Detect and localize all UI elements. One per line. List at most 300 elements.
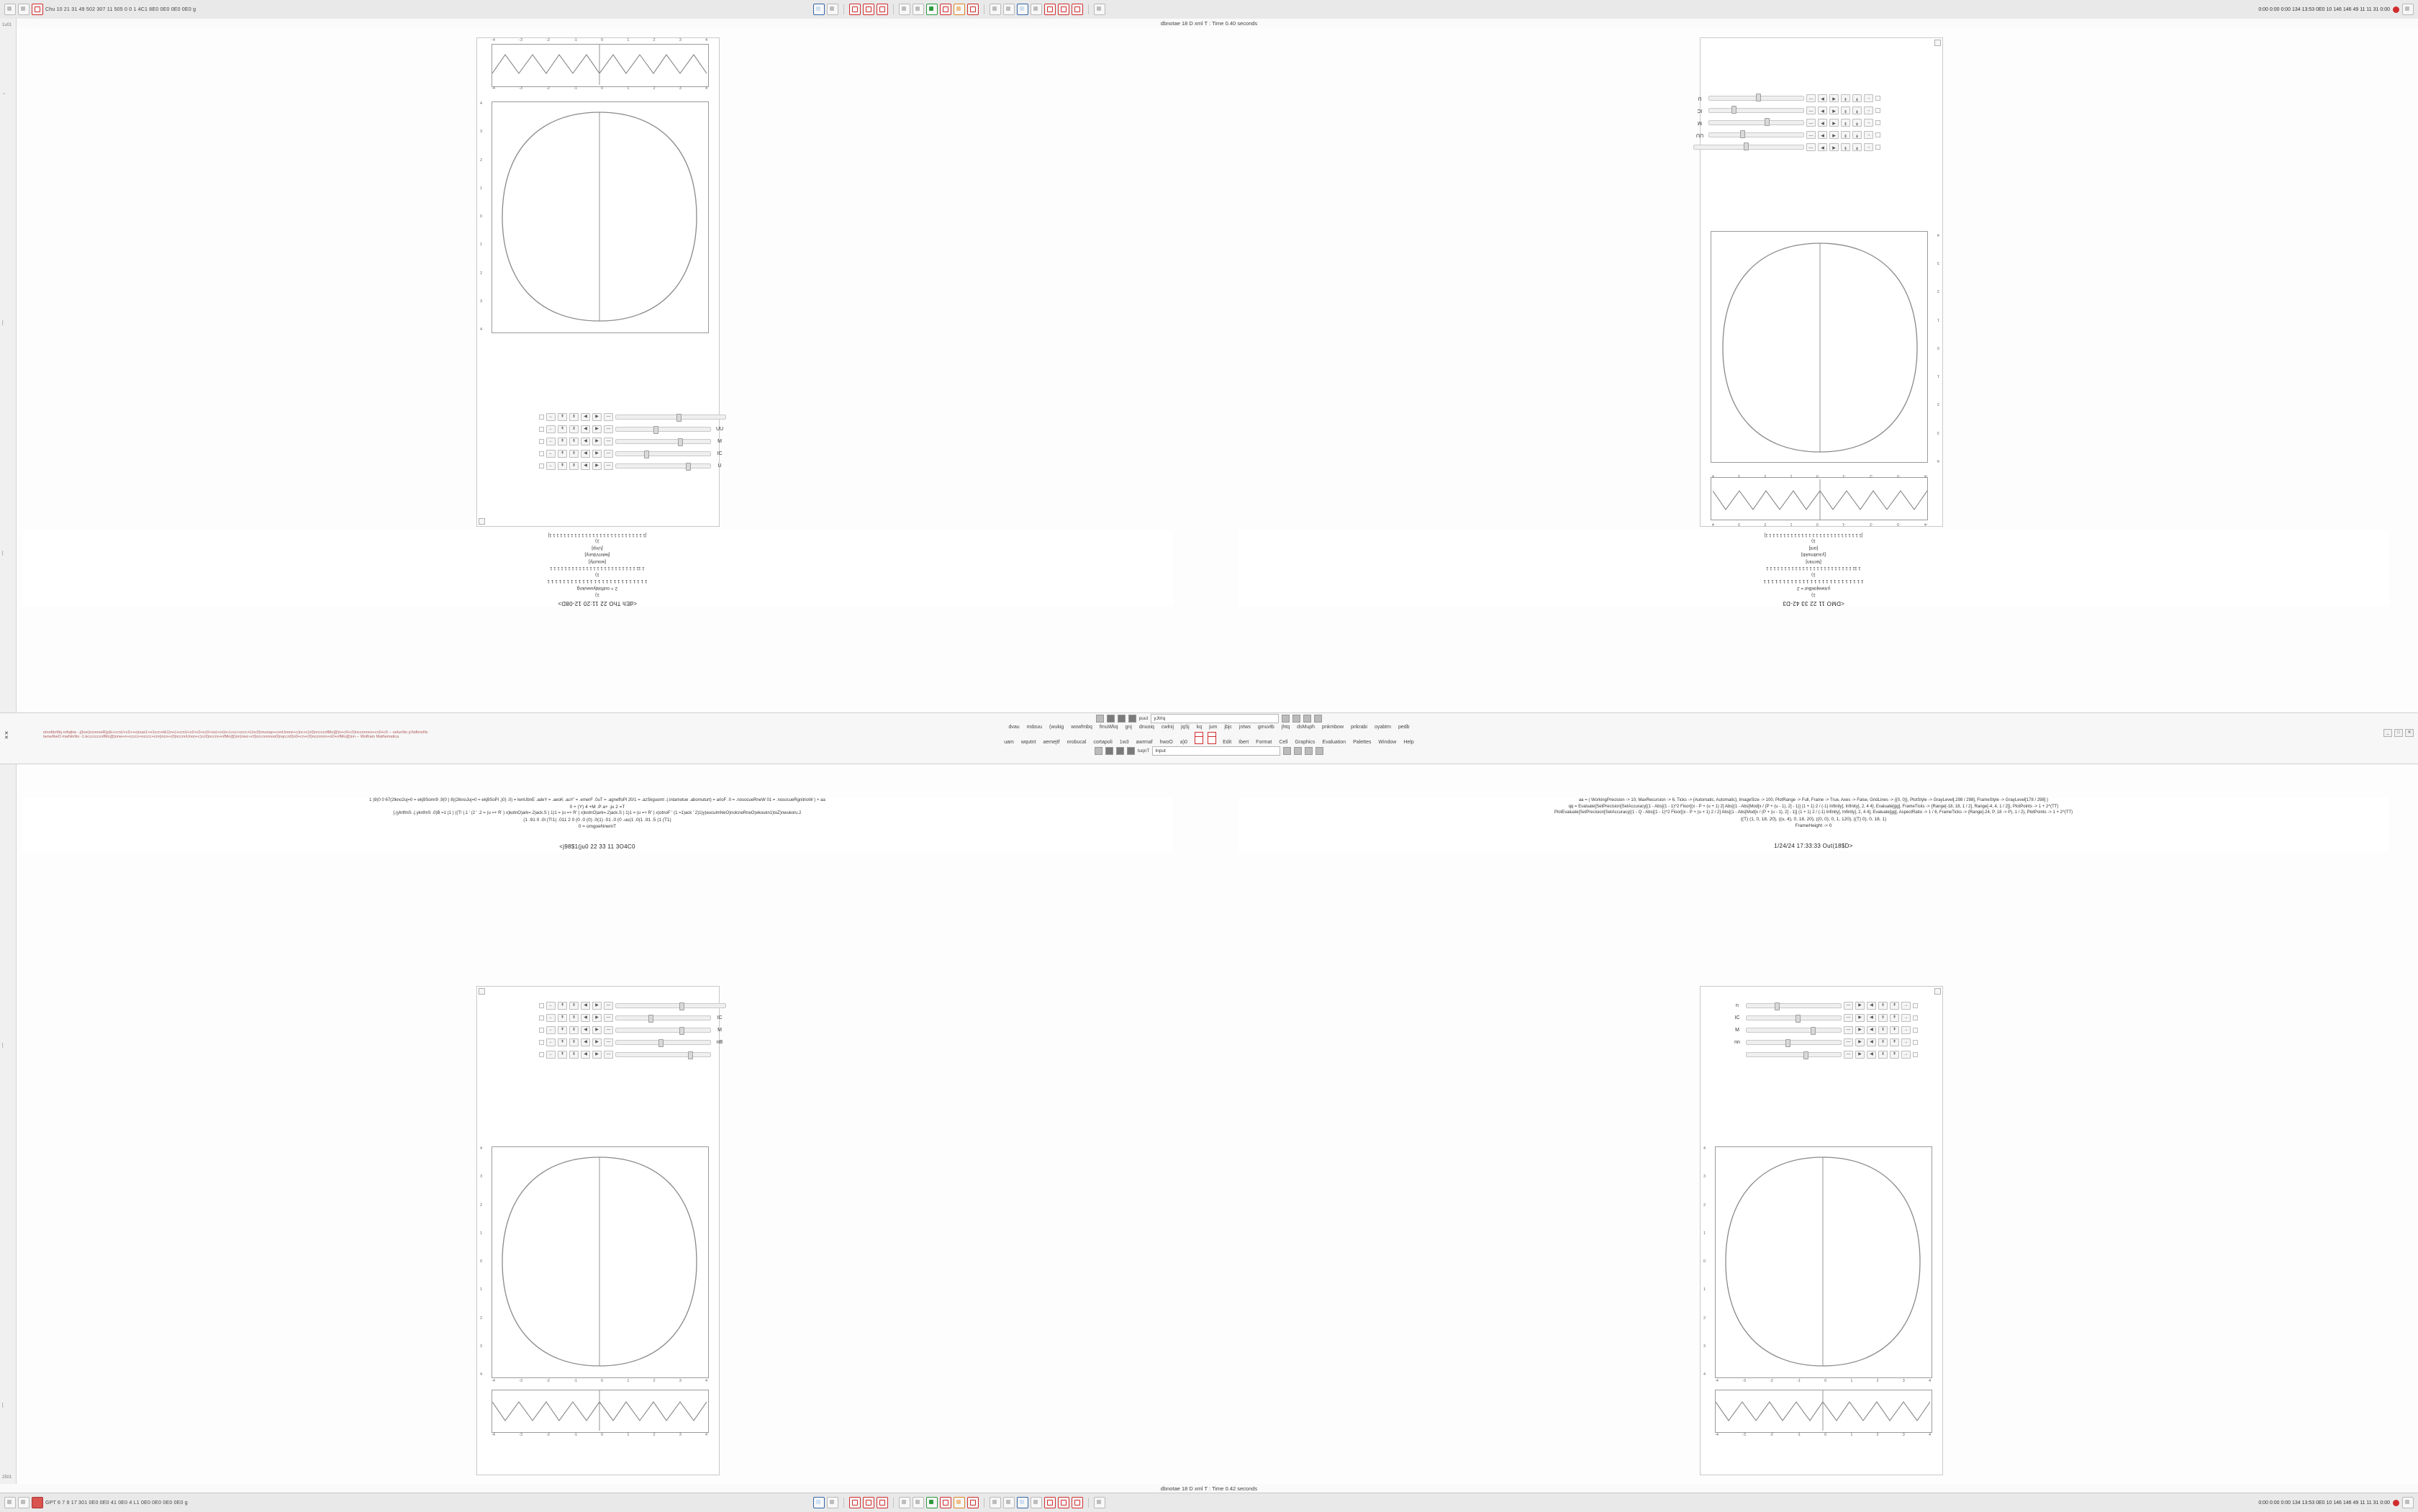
slider-thumb[interactable]	[1811, 1027, 1816, 1035]
slider-row[interactable]	[539, 1000, 726, 1012]
toolbar-left-group[interactable]	[0, 4, 196, 15]
slider-track[interactable]	[615, 1003, 726, 1008]
plot-card-bottom-right[interactable]	[1700, 986, 1943, 1475]
slider-step-down-button[interactable]: ⇟	[569, 413, 579, 421]
warning-icon[interactable]	[954, 4, 965, 15]
abort-icon[interactable]	[877, 1497, 888, 1508]
slider-prev-button[interactable]: ◀	[1867, 1014, 1876, 1022]
cell-bracket-icon[interactable]	[1283, 747, 1291, 755]
slider-minus-button[interactable]: —	[1806, 131, 1816, 139]
reset-icon[interactable]	[1072, 1497, 1083, 1508]
menu-item[interactable]: wqutnt	[1020, 740, 1036, 745]
slider-row[interactable]	[1731, 1012, 1918, 1024]
slider-play-button[interactable]: ▶	[592, 1002, 602, 1010]
stop-icon[interactable]	[32, 4, 43, 15]
slider-track[interactable]	[1746, 1003, 1842, 1008]
slider-thumb[interactable]	[686, 463, 691, 471]
menu-item[interactable]: awrmaf	[1136, 740, 1153, 745]
bottom-toolbar-center-group[interactable]	[813, 1497, 1105, 1508]
slider-reset-button[interactable]: ←	[1864, 143, 1873, 151]
slider-play-button[interactable]: ▶	[1855, 1002, 1865, 1010]
slider-thumb[interactable]	[679, 1027, 684, 1035]
cell-bracket-icon[interactable]	[1118, 715, 1126, 723]
kernel-quit-icon[interactable]	[940, 4, 951, 15]
input-field-bottom[interactable]: Input	[1152, 746, 1280, 756]
slider-step-up-button[interactable]: ⇞	[558, 425, 567, 433]
slider-reset-button[interactable]: ←	[1864, 107, 1873, 114]
menu-item[interactable]: Evaluation	[1322, 740, 1346, 745]
slider-thumb[interactable]	[653, 426, 658, 434]
bottom-toolbar-left-group[interactable]	[0, 1497, 188, 1508]
slider-step-up-button[interactable]: ⇞	[558, 450, 567, 458]
help-icon[interactable]	[1094, 4, 1105, 15]
new-document-icon[interactable]	[4, 1497, 16, 1508]
slider-track[interactable]	[1708, 108, 1804, 113]
slider-track[interactable]	[615, 1015, 711, 1020]
menu-item[interactable]: dsMuph	[1297, 725, 1316, 730]
slider-thumb[interactable]	[1744, 142, 1749, 150]
cell-bracket-icon[interactable]	[1127, 747, 1135, 755]
slider-thumb[interactable]	[1731, 106, 1736, 114]
menu-item[interactable]: Format	[1256, 740, 1272, 745]
slider-play-button[interactable]: ▶	[1855, 1051, 1865, 1059]
new-document-icon[interactable]	[4, 4, 16, 15]
slider-thumb[interactable]	[1740, 130, 1745, 138]
slider-step-up-button[interactable]: ⇞	[558, 462, 567, 470]
cell-bracket-icon[interactable]	[1096, 715, 1104, 723]
open-document-icon[interactable]	[18, 4, 30, 15]
left-rail-top[interactable]: 1u01 ⌄ [ [	[0, 19, 17, 720]
slider-prev-button[interactable]: ◀	[581, 462, 590, 470]
slider-minus-button[interactable]: —	[1844, 1002, 1853, 1010]
slider-step-down-button[interactable]: ⇟	[569, 1026, 579, 1034]
minimize-button[interactable]: _	[2383, 729, 2392, 737]
resize-handle[interactable]	[479, 518, 485, 525]
slider-reset-button[interactable]: ←	[546, 1026, 556, 1034]
menu-item[interactable]: Cell	[1279, 740, 1288, 745]
slider-step-down-button[interactable]: ⇟	[569, 1038, 579, 1046]
slider-thumb[interactable]	[644, 451, 649, 458]
cell-bracket-icon[interactable]	[1292, 715, 1300, 723]
print-icon[interactable]	[827, 4, 838, 15]
slider-step-up-button[interactable]: ⇞	[558, 1014, 567, 1022]
slider-step-down-button[interactable]: ⇟	[569, 1051, 579, 1059]
zoom-out-icon[interactable]	[1003, 1497, 1015, 1508]
slider-stack-bottom-left[interactable]	[539, 1000, 726, 1061]
slider-step-up-button[interactable]: ⇞	[1890, 1014, 1899, 1022]
slider-prev-button[interactable]: ◀	[1829, 131, 1839, 139]
menu-item[interactable]: pnkrabi	[1351, 725, 1367, 730]
menu-item[interactable]: jhtq	[1281, 725, 1290, 730]
resize-handle[interactable]	[1934, 40, 1941, 46]
slider-play-button[interactable]: ▶	[1818, 143, 1827, 151]
bottom-toolbar-right-group[interactable]	[2258, 1497, 2414, 1508]
resize-handle[interactable]	[1934, 988, 1941, 995]
slider-play-button[interactable]: ▶	[592, 1026, 602, 1034]
slider-minus-button[interactable]: —	[604, 1002, 613, 1010]
close-button[interactable]: ✕	[2405, 729, 2414, 737]
slider-minus-button[interactable]: —	[604, 425, 613, 433]
slider-thumb[interactable]	[1785, 1039, 1790, 1047]
slider-thumb[interactable]	[1765, 118, 1770, 126]
slider-thumb[interactable]	[679, 1002, 684, 1010]
slider-minus-button[interactable]: —	[1844, 1026, 1853, 1034]
stop-icon[interactable]	[32, 1497, 43, 1508]
error-marker-3[interactable]	[1195, 735, 1203, 748]
slider-step-down-button[interactable]: ⇟	[1878, 1038, 1888, 1046]
menu-item[interactable]: Ibert	[1239, 740, 1249, 745]
zoom-in-icon[interactable]	[990, 4, 1001, 15]
slider-thumb[interactable]	[676, 414, 682, 422]
slider-step-up-button[interactable]: ⇞	[1852, 119, 1862, 127]
slider-prev-button[interactable]: ◀	[581, 1002, 590, 1010]
cell-bracket-icon[interactable]	[1316, 747, 1323, 755]
slider-row[interactable]	[539, 423, 726, 435]
slider-minus-button[interactable]: —	[1806, 143, 1816, 151]
redo-icon[interactable]	[913, 4, 924, 15]
redo-icon[interactable]	[913, 1497, 924, 1508]
cell-bracket-icon[interactable]	[1294, 747, 1302, 755]
slider-step-down-button[interactable]: ⇟	[1841, 119, 1850, 127]
slider-thumb[interactable]	[1803, 1051, 1808, 1059]
slider-reset-button[interactable]: ←	[546, 462, 556, 470]
menu-item[interactable]: gmuvtb	[1257, 725, 1274, 730]
slider-row[interactable]	[539, 460, 726, 472]
slider-minus-button[interactable]: —	[604, 1051, 613, 1059]
slider-prev-button[interactable]: ◀	[581, 413, 590, 421]
slider-row[interactable]	[539, 1024, 726, 1036]
menu-item[interactable]: jum	[1209, 725, 1218, 730]
cell-bracket-icon[interactable]	[1314, 715, 1322, 723]
slider-row[interactable]	[1693, 104, 1880, 117]
menu-item[interactable]: cwlnij	[1161, 725, 1174, 730]
slider-thumb[interactable]	[688, 1051, 693, 1059]
menu-item[interactable]: (wukig	[1049, 725, 1064, 730]
slider-play-button[interactable]: ▶	[592, 450, 602, 458]
slider-row[interactable]	[1731, 1024, 1918, 1036]
menu-item[interactable]: fmuWkq	[1099, 725, 1118, 730]
menu-item[interactable]: Help	[1403, 740, 1414, 745]
slider-track[interactable]	[615, 451, 711, 456]
slider-minus-button[interactable]: —	[604, 413, 613, 421]
slider-step-up-button[interactable]: ⇞	[1852, 107, 1862, 114]
slider-step-down-button[interactable]: ⇟	[569, 438, 579, 445]
slider-step-up-button[interactable]: ⇞	[1852, 143, 1862, 151]
menu-item[interactable]: Graphics	[1295, 740, 1316, 745]
undo-icon[interactable]	[899, 4, 910, 15]
slider-row[interactable]	[1731, 1036, 1918, 1049]
save-icon[interactable]	[813, 4, 825, 15]
menu-item[interactable]: Window	[1378, 740, 1397, 745]
top-toolbar[interactable]	[0, 0, 2418, 19]
slider-row[interactable]	[539, 448, 726, 460]
slider-row[interactable]	[1731, 1049, 1918, 1061]
slider-track[interactable]	[615, 1028, 711, 1033]
slider-row[interactable]	[1693, 92, 1880, 104]
slider-thumb[interactable]	[678, 438, 683, 446]
slider-reset-button[interactable]: →	[1901, 1051, 1911, 1059]
stop-record-icon[interactable]	[863, 1497, 874, 1508]
menu-item[interactable]: Palettes	[1353, 740, 1372, 745]
slider-step-up-button[interactable]: ⇞	[1852, 94, 1862, 102]
slider-prev-button[interactable]: ◀	[1867, 1002, 1876, 1010]
slider-minus-button[interactable]: —	[604, 1014, 613, 1022]
menu-bar-top[interactable]	[0, 724, 2418, 730]
slider-reset-button[interactable]: ←	[546, 450, 556, 458]
slider-reset-button[interactable]: →	[1901, 1002, 1911, 1010]
help-icon[interactable]	[1094, 1497, 1105, 1508]
slider-row[interactable]	[539, 1049, 726, 1061]
run-icon[interactable]	[926, 1497, 938, 1508]
slider-step-down-button[interactable]: ⇟	[569, 1002, 579, 1010]
undo-icon[interactable]	[899, 1497, 910, 1508]
slider-step-up-button[interactable]: ⇞	[1890, 1038, 1899, 1046]
warning-icon[interactable]	[954, 1497, 965, 1508]
cell-bracket-icon[interactable]	[1303, 715, 1311, 723]
menu-item[interactable]: Edit	[1223, 740, 1232, 745]
slider-track[interactable]	[1708, 132, 1804, 137]
slider-track[interactable]	[1708, 96, 1804, 101]
slider-play-button[interactable]: ▶	[592, 1014, 602, 1022]
menu-item[interactable]: hwoO	[1159, 740, 1173, 745]
slider-reset-button[interactable]: ←	[546, 1014, 556, 1022]
open-document-icon[interactable]	[18, 1497, 30, 1508]
slider-step-down-button[interactable]: ⇟	[1841, 131, 1850, 139]
menu-item[interactable]: oyabtm	[1374, 725, 1391, 730]
slider-reset-button[interactable]: →	[1901, 1026, 1911, 1034]
slider-row[interactable]	[1693, 117, 1880, 129]
slider-track[interactable]	[615, 1040, 711, 1045]
maximize-button[interactable]: □	[2394, 729, 2403, 737]
slider-track[interactable]	[1708, 120, 1804, 125]
input-field-top[interactable]: yJtrIq	[1151, 714, 1279, 723]
slider-reset-button[interactable]: ←	[1864, 94, 1873, 102]
cell-bracket-icon[interactable]	[1282, 715, 1290, 723]
slider-track[interactable]	[1693, 145, 1804, 150]
slider-play-button[interactable]: ▶	[592, 438, 602, 445]
slider-prev-button[interactable]: ◀	[1867, 1051, 1876, 1059]
slider-step-down-button[interactable]: ⇟	[1841, 107, 1850, 114]
tray-icon[interactable]	[2402, 1497, 2414, 1508]
slider-track[interactable]	[1746, 1040, 1842, 1045]
slider-track[interactable]	[1746, 1052, 1842, 1057]
slider-step-down-button[interactable]: ⇟	[569, 462, 579, 470]
menu-item[interactable]: gnj	[1125, 725, 1132, 730]
tray-icon[interactable]	[2402, 4, 2414, 15]
slider-step-down-button[interactable]: ⇟	[1878, 1002, 1888, 1010]
slider-step-up-button[interactable]: ⇞	[1890, 1026, 1899, 1034]
slider-reset-button[interactable]: ←	[1864, 131, 1873, 139]
close-row-icon[interactable]: ✕	[4, 731, 9, 736]
slider-minus-button[interactable]: —	[1806, 94, 1816, 102]
slider-reset-button[interactable]: ←	[546, 438, 556, 445]
clear-icon[interactable]	[1058, 1497, 1069, 1508]
menu-item[interactable]: pedb	[1398, 725, 1410, 730]
menu-item[interactable]: cortapoli	[1093, 740, 1113, 745]
palette-icon[interactable]	[1017, 1497, 1028, 1508]
slider-step-up-button[interactable]: ⇞	[1890, 1051, 1899, 1059]
cell-bracket-icon[interactable]	[1128, 715, 1136, 723]
slider-step-up-button[interactable]: ⇞	[558, 1026, 567, 1034]
slider-prev-button[interactable]: ◀	[1829, 107, 1839, 114]
cell-bracket-icon[interactable]	[1095, 747, 1102, 755]
delete-icon[interactable]	[967, 4, 979, 15]
slider-prev-button[interactable]: ◀	[581, 1051, 590, 1059]
slider-prev-button[interactable]: ◀	[581, 438, 590, 445]
cell-bracket-icon[interactable]	[1116, 747, 1124, 755]
slider-row[interactable]	[539, 435, 726, 448]
record-icon[interactable]	[849, 1497, 861, 1508]
slider-play-button[interactable]: ▶	[1855, 1038, 1865, 1046]
record-icon[interactable]	[849, 4, 861, 15]
slider-step-down-button[interactable]: ⇟	[1878, 1014, 1888, 1022]
slider-reset-button[interactable]: ←	[1864, 119, 1873, 127]
menu-item[interactable]: pnkmbow	[1322, 725, 1344, 730]
slider-prev-button[interactable]: ◀	[581, 450, 590, 458]
slider-minus-button[interactable]: —	[1806, 119, 1816, 127]
slider-step-down-button[interactable]: ⇟	[1878, 1051, 1888, 1059]
slider-prev-button[interactable]: ◀	[1829, 143, 1839, 151]
slider-prev-button[interactable]: ◀	[1829, 94, 1839, 102]
slider-step-up-button[interactable]: ⇞	[558, 438, 567, 445]
slider-reset-button[interactable]: ←	[546, 1051, 556, 1059]
zoom-out-icon[interactable]	[1003, 4, 1015, 15]
grid-icon[interactable]	[1031, 4, 1042, 15]
slider-step-down-button[interactable]: ⇟	[569, 1014, 579, 1022]
slider-step-up-button[interactable]: ⇞	[1852, 131, 1862, 139]
slider-track[interactable]	[615, 427, 711, 432]
slider-minus-button[interactable]: —	[604, 1026, 613, 1034]
slider-minus-button[interactable]: —	[604, 462, 613, 470]
slider-track[interactable]	[615, 439, 711, 444]
menu-item[interactable]: dvau	[1008, 725, 1020, 730]
toolbar-center-group[interactable]	[813, 4, 1105, 15]
slider-prev-button[interactable]: ◀	[1829, 119, 1839, 127]
slider-thumb[interactable]	[658, 1039, 664, 1047]
menu-item[interactable]: 1w3	[1119, 740, 1129, 745]
left-rail-bottom[interactable]: [ [ 2501	[0, 756, 17, 1484]
delete-icon[interactable]	[967, 1497, 979, 1508]
bottom-toolbar[interactable]	[0, 1493, 2418, 1512]
menu-item[interactable]: jqSj	[1181, 725, 1190, 730]
slider-reset-button[interactable]: ←	[546, 413, 556, 421]
slider-minus-button[interactable]: —	[604, 438, 613, 445]
abort-icon[interactable]	[877, 4, 888, 15]
slider-play-button[interactable]: ▶	[1818, 94, 1827, 102]
slider-step-up-button[interactable]: ⇞	[558, 1002, 567, 1010]
slider-play-button[interactable]: ▶	[592, 1038, 602, 1046]
slider-step-up-button[interactable]: ⇞	[558, 1051, 567, 1059]
slider-reset-button[interactable]: →	[1901, 1038, 1911, 1046]
cell-bracket-icon[interactable]	[1305, 747, 1313, 755]
save-icon[interactable]	[813, 1497, 825, 1508]
slider-play-button[interactable]: ▶	[1818, 107, 1827, 114]
slider-step-up-button[interactable]: ⇞	[1890, 1002, 1899, 1010]
grid-icon[interactable]	[1031, 1497, 1042, 1508]
slider-track[interactable]	[615, 463, 711, 468]
center-console[interactable]	[0, 712, 2418, 764]
slider-step-up-button[interactable]: ⇞	[558, 1038, 567, 1046]
slider-step-down-button[interactable]: ⇟	[569, 450, 579, 458]
slider-play-button[interactable]: ▶	[592, 425, 602, 433]
slider-step-down-button[interactable]: ⇟	[1841, 94, 1850, 102]
close-row-icon-2[interactable]: ✕	[4, 735, 9, 741]
slider-play-button[interactable]: ▶	[592, 1051, 602, 1059]
slider-row[interactable]	[539, 1036, 726, 1049]
menu-item[interactable]: kq	[1196, 725, 1203, 730]
error-marker-4[interactable]	[1208, 735, 1216, 748]
menu-item[interactable]: jbjc	[1224, 725, 1232, 730]
plot-card-top-right[interactable]	[1695, 37, 1943, 527]
plot-card-top-left[interactable]	[476, 37, 724, 527]
slider-play-button[interactable]: ▶	[1855, 1014, 1865, 1022]
clear-icon[interactable]	[1058, 4, 1069, 15]
slider-row[interactable]	[539, 1012, 726, 1024]
slider-play-button[interactable]: ▶	[592, 413, 602, 421]
menu-item[interactable]: uam	[1004, 740, 1014, 745]
slider-track[interactable]	[1746, 1015, 1842, 1020]
print-icon[interactable]	[827, 1497, 838, 1508]
kernel-quit-icon[interactable]	[940, 1497, 951, 1508]
slider-minus-button[interactable]: —	[604, 450, 613, 458]
slider-minus-button[interactable]: —	[1844, 1051, 1853, 1059]
menu-item[interactable]: nrobucal	[1067, 740, 1087, 745]
slider-stack-bottom-right[interactable]	[1731, 1000, 1918, 1061]
zoom-in-icon[interactable]	[990, 1497, 1001, 1508]
slider-stack-top-right[interactable]	[1693, 92, 1880, 153]
slider-reset-button[interactable]: ←	[546, 1002, 556, 1010]
slider-track[interactable]	[615, 415, 726, 420]
slider-track[interactable]	[615, 1052, 711, 1057]
palette-icon[interactable]	[1017, 4, 1028, 15]
slider-thumb[interactable]	[1756, 94, 1761, 101]
slider-minus-button[interactable]: —	[1806, 107, 1816, 114]
slider-row[interactable]	[1693, 129, 1880, 141]
slider-stack-top-left[interactable]	[539, 411, 726, 472]
menu-item[interactable]: dnuoiq	[1138, 725, 1154, 730]
run-icon[interactable]	[926, 4, 938, 15]
slider-row[interactable]	[539, 411, 726, 423]
menu-item[interactable]: jntws	[1239, 725, 1251, 730]
close-tab-icon[interactable]	[1044, 4, 1056, 15]
slider-track[interactable]	[1746, 1028, 1842, 1033]
cell-bracket-icon[interactable]	[1107, 715, 1115, 723]
slider-thumb[interactable]	[1775, 1002, 1780, 1010]
slider-thumb[interactable]	[1796, 1015, 1801, 1023]
slider-prev-button[interactable]: ◀	[581, 1038, 590, 1046]
slider-play-button[interactable]: ▶	[1855, 1026, 1865, 1034]
cell-bracket-icon[interactable]	[1105, 747, 1113, 755]
slider-prev-button[interactable]: ◀	[581, 425, 590, 433]
slider-prev-button[interactable]: ◀	[1867, 1026, 1876, 1034]
slider-step-up-button[interactable]: ⇞	[558, 413, 567, 421]
stop-record-icon[interactable]	[863, 4, 874, 15]
slider-reset-button[interactable]: ←	[546, 425, 556, 433]
plot-card-bottom-left[interactable]	[476, 986, 723, 1475]
slider-reset-button[interactable]: ←	[546, 1038, 556, 1046]
slider-step-down-button[interactable]: ⇟	[1878, 1026, 1888, 1034]
slider-play-button[interactable]: ▶	[592, 462, 602, 470]
toolbar-right-group[interactable]	[2258, 4, 2414, 15]
slider-row[interactable]	[1693, 141, 1880, 153]
slider-prev-button[interactable]: ◀	[581, 1026, 590, 1034]
slider-play-button[interactable]: ▶	[1818, 131, 1827, 139]
slider-minus-button[interactable]: —	[604, 1038, 613, 1046]
slider-step-down-button[interactable]: ⇟	[569, 425, 579, 433]
slider-reset-button[interactable]: →	[1901, 1014, 1911, 1022]
menu-item[interactable]: aemejtf	[1043, 740, 1060, 745]
slider-prev-button[interactable]: ◀	[581, 1014, 590, 1022]
